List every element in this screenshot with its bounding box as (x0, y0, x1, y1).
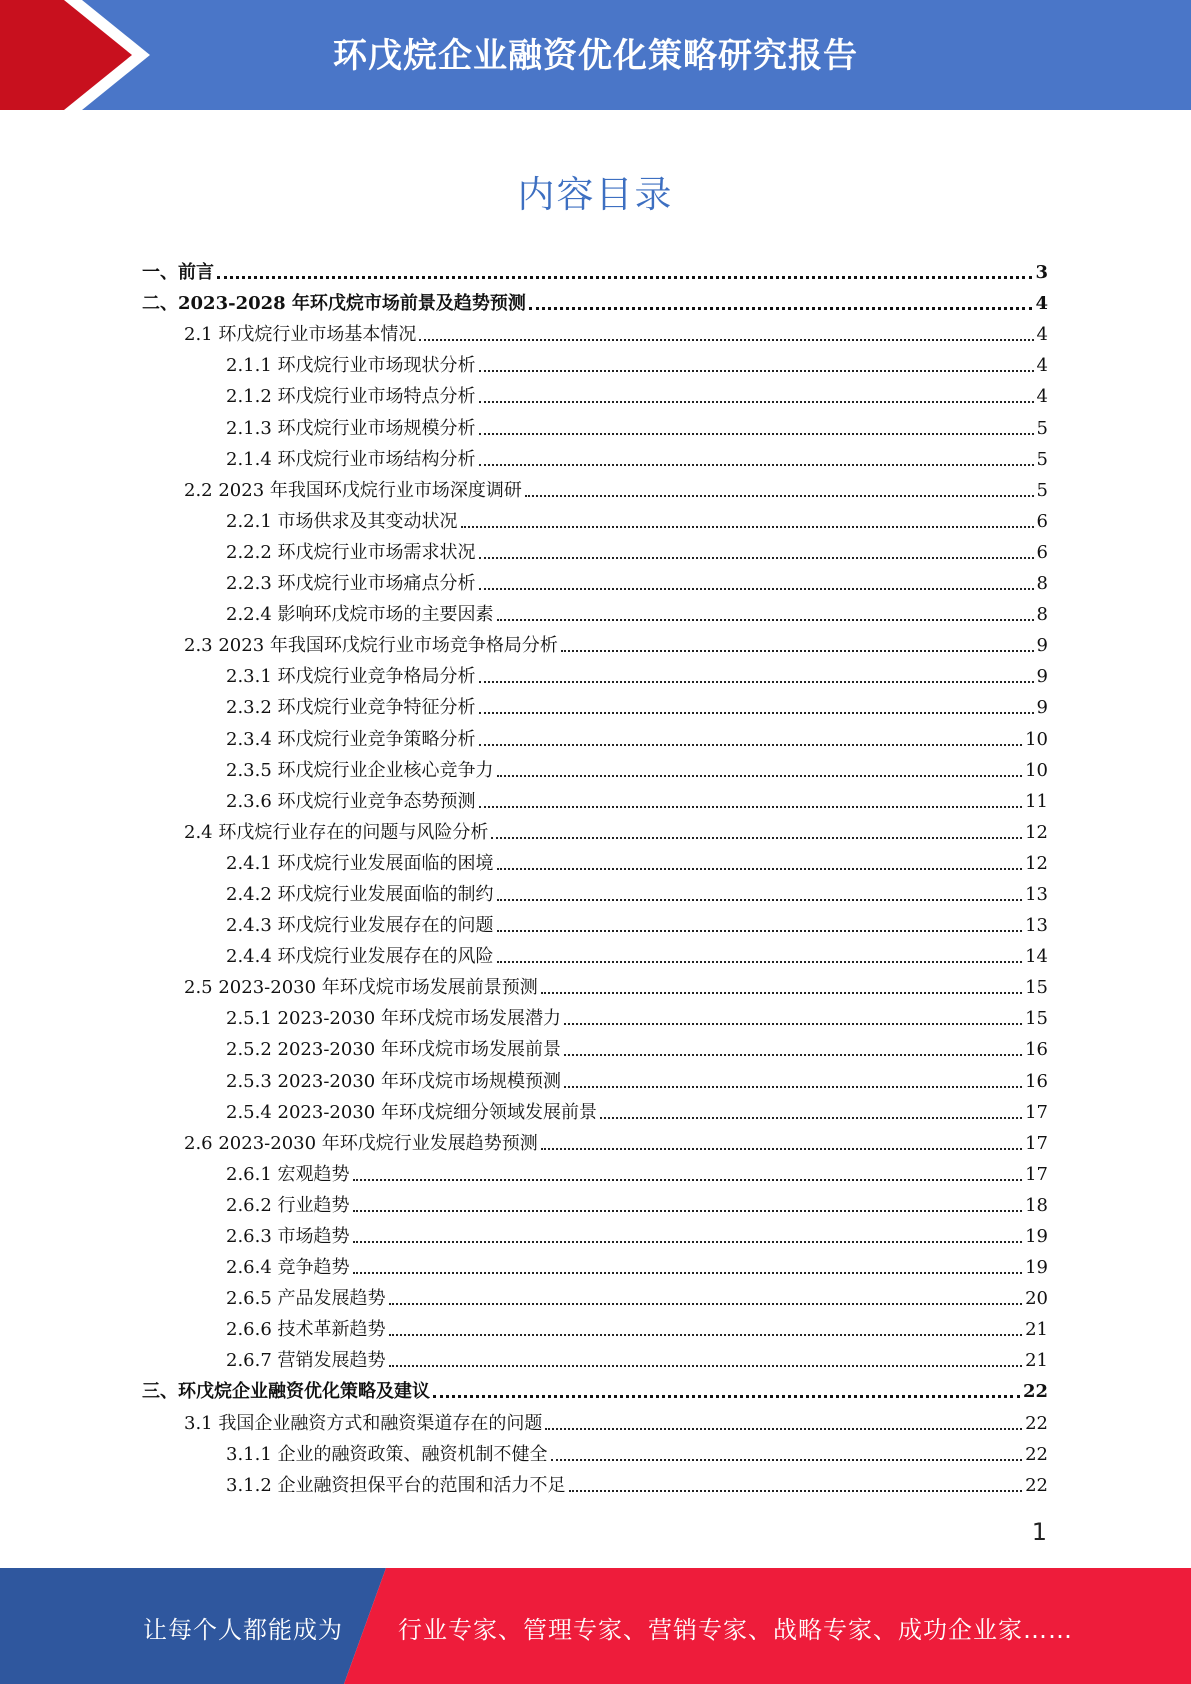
toc-leader-dots (497, 868, 1023, 870)
toc-entry-page: 13 (1025, 883, 1048, 905)
toc-entry-page: 17 (1025, 1163, 1048, 1185)
toc-entry[interactable] (142, 719, 1048, 750)
toc-entry[interactable] (142, 1093, 1048, 1124)
header-band (0, 0, 1191, 110)
toc-entry[interactable] (142, 1466, 1048, 1497)
toc-entry-title: 2.3.5 环戊烷行业企业核心竞争力 (226, 759, 494, 781)
toc-entry-page: 4 (1036, 324, 1048, 346)
toc-entry[interactable] (142, 844, 1048, 875)
toc-entry-page: 16 (1025, 1039, 1048, 1061)
toc-entry-title: 2.1 环戊烷行业市场基本情况 (184, 324, 417, 346)
toc-entry-page: 9 (1036, 697, 1048, 719)
toc-entry-title: 2.2 2023 年我国环戊烷行业市场深度调研 (184, 479, 522, 501)
toc-entry-page: 16 (1025, 1070, 1048, 1092)
toc-entry-title: 2.1.3 环戊烷行业市场规模分析 (226, 417, 476, 439)
toc-entry-title: 2.2.2 环戊烷行业市场需求状况 (226, 541, 476, 563)
toc-entry[interactable] (142, 471, 1048, 502)
toc-leader-dots (389, 1303, 1023, 1305)
toc-entry-page: 12 (1025, 852, 1048, 874)
toc-entry-title: 2.1.2 环戊烷行业市场特点分析 (226, 386, 476, 408)
toc-entry-title: 2.5.2 2023-2030 年环戊烷市场发展前景 (226, 1039, 561, 1061)
toc-entry[interactable] (142, 875, 1048, 906)
toc-entry[interactable] (142, 408, 1048, 439)
toc-entry-title: 2.1.4 环戊烷行业市场结构分析 (226, 448, 476, 470)
toc-entry[interactable] (142, 1186, 1048, 1217)
toc-entry-page: 5 (1036, 417, 1048, 439)
toc-entry-title: 3.1.1 企业的融资政策、融资机制不健全 (226, 1443, 548, 1465)
toc-leader-dots (497, 775, 1023, 777)
toc-leader-dots (497, 961, 1023, 963)
toc-leader-dots (389, 1365, 1023, 1367)
toc-entry[interactable] (142, 1372, 1048, 1403)
toc-entry-title: 2.1.1 环戊烷行业市场现状分析 (226, 355, 476, 377)
toc-entry-title: 2.5.3 2023-2030 年环戊烷市场规模预测 (226, 1070, 561, 1092)
toc-leader-dots (497, 930, 1023, 932)
toc-entry-title: 2.2.1 市场供求及其变动状况 (226, 510, 458, 532)
toc-entry-page: 20 (1025, 1288, 1048, 1310)
toc-entry-page: 4 (1036, 355, 1048, 377)
toc-leader-dots (600, 1117, 1022, 1119)
toc-entry-page: 15 (1025, 1008, 1048, 1030)
footer-band (0, 1568, 1191, 1684)
toc-entry[interactable] (142, 533, 1048, 564)
toc-entry-title: 2.5 2023-2030 年环戊烷市场发展前景预测 (184, 977, 538, 999)
toc-leader-dots (433, 1395, 1020, 1398)
toc-entry-page: 8 (1036, 604, 1048, 626)
toc-leader-dots (551, 1459, 1023, 1461)
toc-entry-page: 5 (1036, 479, 1048, 501)
toc-leader-dots (479, 464, 1034, 466)
toc-leader-dots (479, 370, 1034, 372)
toc-leader-dots (561, 650, 1034, 652)
toc-entry-title: 2.4.4 环戊烷行业发展存在的风险 (226, 946, 494, 968)
toc-entry[interactable] (142, 1248, 1048, 1279)
toc-leader-dots (389, 1334, 1023, 1336)
toc-entry-page: 22 (1025, 1443, 1048, 1465)
toc-entry-title: 2.2.3 环戊烷行业市场痛点分析 (226, 573, 476, 595)
toc-entry-page: 21 (1025, 1350, 1048, 1372)
toc-entry-page: 22 (1025, 1412, 1048, 1434)
toc-leader-dots (419, 339, 1033, 341)
toc-leader-dots (497, 619, 1034, 621)
toc-entry-page: 3 (1035, 262, 1048, 284)
toc-entry-page: 22 (1025, 1474, 1048, 1496)
toc-entry[interactable] (142, 688, 1048, 719)
toc-entry-page: 19 (1025, 1226, 1048, 1247)
toc-entry-page: 15 (1025, 977, 1048, 999)
toc-leader-dots (353, 1179, 1023, 1181)
toc-entry-title: 2.3.4 环戊烷行业竞争策略分析 (226, 728, 476, 750)
toc-entry-page: 17 (1025, 1132, 1048, 1154)
toc-entry[interactable] (142, 657, 1048, 688)
toc-entry-page: 22 (1022, 1381, 1048, 1403)
toc-entry-title: 2.6.7 营销发展趋势 (226, 1350, 386, 1372)
toc-entry[interactable] (142, 1435, 1048, 1466)
toc-entry-title: 2.6.1 宏观趋势 (226, 1163, 350, 1185)
toc-entry[interactable] (142, 284, 1048, 315)
toc-entry-page: 5 (1036, 448, 1048, 470)
toc-leader-dots (479, 557, 1034, 559)
toc-entry[interactable] (142, 1279, 1048, 1310)
toc-entry-title: 一、前言 (142, 262, 214, 284)
toc-entry-title: 2.6 2023-2030 年环戊烷行业发展趋势预测 (184, 1132, 538, 1154)
toc-leader-dots (545, 1428, 1022, 1430)
footer-slogan-right: 行业专家、管理专家、营销专家、战略专家、成功企业家…… (398, 1616, 1073, 1644)
toc-entry[interactable] (142, 315, 1048, 346)
toc-entry[interactable] (142, 502, 1048, 533)
toc-entry[interactable] (142, 1155, 1048, 1186)
toc-entry-title: 三、环戊烷企业融资优化策略及建议 (142, 1381, 430, 1403)
toc-entry-page: 14 (1025, 946, 1048, 968)
toc-entry-title: 2.4.2 环戊烷行业发展面临的制约 (226, 883, 494, 905)
toc-entry-title: 二、2023-2028 年环戊烷市场前景及趋势预测 (142, 293, 526, 315)
toc-entry[interactable] (142, 440, 1048, 471)
toc-leader-dots (353, 1241, 1023, 1243)
toc-entry-title: 2.5.1 2023-2030 年环戊烷市场发展潜力 (226, 1008, 561, 1030)
toc-entry[interactable] (142, 377, 1048, 408)
toc-leader-dots (497, 899, 1023, 901)
toc-leader-dots (479, 401, 1034, 403)
toc-entry-title: 2.3.2 环戊烷行业竞争特征分析 (226, 697, 476, 719)
toc-entry[interactable] (142, 782, 1048, 813)
toc-entry-page: 18 (1025, 1194, 1048, 1216)
toc-entry-page: 8 (1036, 573, 1048, 595)
toc-leader-dots (353, 1272, 1023, 1274)
toc-entry-page: 6 (1036, 510, 1048, 532)
toc-leader-dots (491, 837, 1022, 839)
toc-entry[interactable] (142, 751, 1048, 782)
toc-entry[interactable] (142, 999, 1048, 1030)
toc-entry[interactable] (142, 346, 1048, 377)
page-number: 1 (1031, 1518, 1047, 1546)
report-title: 环戊烷企业融资优化策略研究报告 (333, 36, 858, 76)
toc-entry-title: 3.1 我国企业融资方式和融资渠道存在的问题 (184, 1412, 543, 1434)
toc-entry-title: 2.6.3 市场趋势 (226, 1226, 350, 1247)
toc-leader-dots (564, 1023, 1022, 1025)
toc-entry[interactable] (142, 937, 1048, 968)
toc-entry[interactable] (142, 1061, 1048, 1092)
toc-entry[interactable] (142, 813, 1048, 844)
toc-leader-dots (564, 1054, 1022, 1056)
toc-entry-title: 2.2.4 影响环戊烷市场的主要因素 (226, 604, 494, 626)
toc-entry-title: 2.6.4 竞争趋势 (226, 1257, 350, 1279)
toc-entry-page: 13 (1025, 915, 1048, 937)
toc-entry[interactable] (142, 1030, 1048, 1061)
toc-leader-dots (564, 1086, 1022, 1088)
toc-leader-dots (541, 1148, 1022, 1150)
toc-leader-dots (569, 1490, 1023, 1492)
toc-entry-page: 10 (1025, 759, 1048, 781)
toc-entry-title: 2.6.5 产品发展趋势 (226, 1288, 386, 1310)
toc-entry[interactable] (142, 1310, 1048, 1341)
toc-leader-dots (479, 681, 1034, 683)
toc-leader-dots (461, 526, 1034, 528)
toc-entry[interactable] (142, 1124, 1048, 1155)
toc-entry-page: 6 (1036, 541, 1048, 563)
toc-leader-dots (479, 744, 1023, 746)
toc-leader-dots (479, 433, 1034, 435)
toc-entry[interactable] (142, 253, 1048, 284)
toc-entry[interactable] (142, 595, 1048, 626)
toc-entry[interactable] (142, 1403, 1048, 1434)
toc-leader-dots (479, 712, 1034, 714)
toc-entry[interactable] (142, 564, 1048, 595)
toc-entry-page: 9 (1036, 635, 1048, 657)
toc-entry[interactable] (142, 968, 1048, 999)
toc-entry[interactable] (142, 1217, 1048, 1248)
toc-entry-title: 2.6.6 技术革新趋势 (226, 1319, 386, 1341)
toc-entry-page: 11 (1025, 790, 1048, 812)
toc-leader-dots (479, 806, 1023, 808)
toc-entry-page: 10 (1025, 728, 1048, 750)
toc-entry-title: 2.5.4 2023-2030 年环戊烷细分领域发展前景 (226, 1101, 597, 1123)
toc-entry[interactable] (142, 626, 1048, 657)
toc-heading: 内容目录 (517, 173, 674, 216)
toc-leader-dots (353, 1210, 1023, 1212)
toc-leader-dots (525, 495, 1034, 497)
footer-slogan-left: 让每个人都能成为 (143, 1616, 343, 1644)
toc-leader-dots (479, 588, 1034, 590)
toc-entry-page: 19 (1025, 1257, 1048, 1279)
toc-entry-page: 4 (1035, 293, 1048, 315)
toc-entry[interactable] (142, 1341, 1048, 1372)
toc-entry-title: 2.3.6 环戊烷行业竞争态势预测 (226, 790, 476, 812)
toc-entry-page: 17 (1025, 1101, 1048, 1123)
toc-leader-dots (529, 307, 1033, 310)
toc-entry-title: 2.6.2 行业趋势 (226, 1194, 350, 1216)
toc-leader-dots (217, 276, 1032, 279)
toc-entry-page: 9 (1036, 666, 1048, 688)
toc-entry-title: 2.4.1 环戊烷行业发展面临的困境 (226, 852, 494, 874)
toc-entry-page: 21 (1025, 1319, 1048, 1341)
toc-leader-dots (541, 992, 1022, 994)
toc-entry[interactable] (142, 906, 1048, 937)
toc-entry-page: 12 (1025, 821, 1048, 843)
toc-entry-page: 4 (1036, 386, 1048, 408)
toc-entry-title: 2.3 2023 年我国环戊烷行业市场竞争格局分析 (184, 635, 558, 657)
toc-entry-title: 2.4 环戊烷行业存在的问题与风险分析 (184, 821, 489, 843)
toc-entry-title: 2.4.3 环戊烷行业发展存在的问题 (226, 915, 494, 937)
toc-entry-title: 3.1.2 企业融资担保平台的范围和活力不足 (226, 1474, 566, 1496)
table-of-contents (142, 253, 1048, 1497)
toc-entry-title: 2.3.1 环戊烷行业竞争格局分析 (226, 666, 476, 688)
